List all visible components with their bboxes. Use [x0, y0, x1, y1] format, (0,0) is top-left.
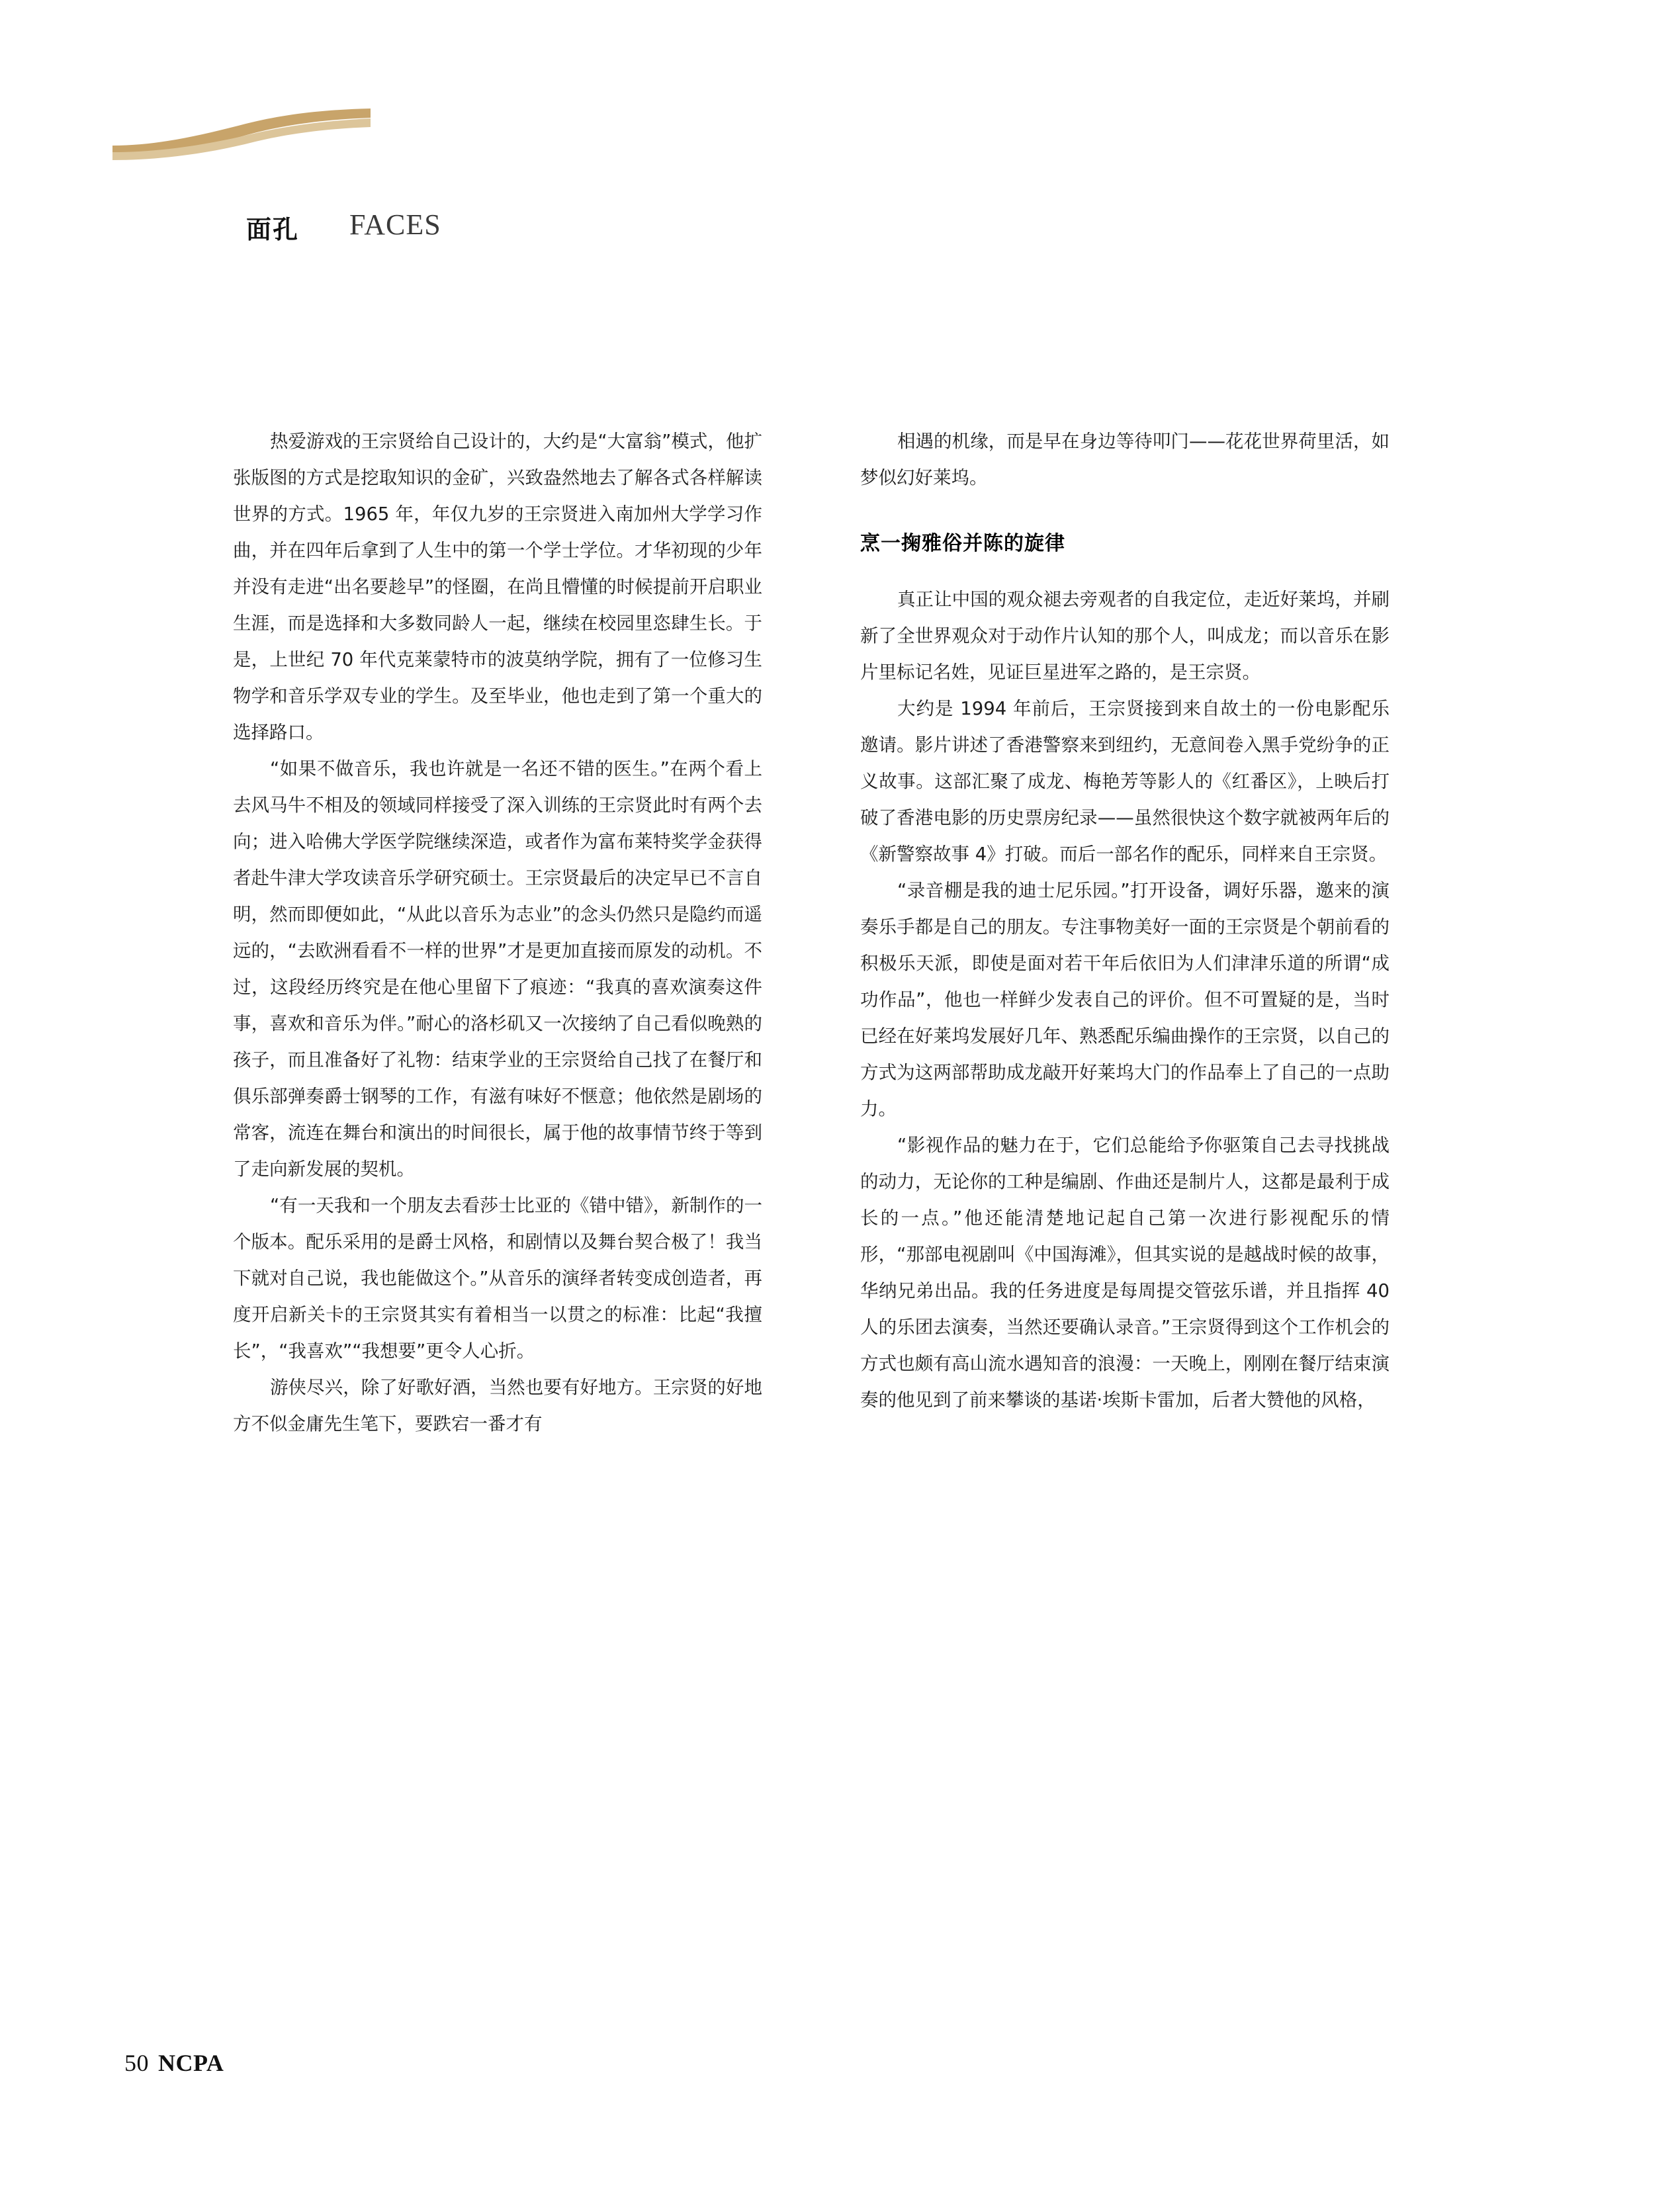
paragraph: “有一天我和一个朋友去看莎士比亚的《错中错》，新制作的一个版本。配乐采用的是爵士风格，和剧情以及舞台契合极了！我当下就对自己说，我也能做这个。”从音乐的演绎者转变成创造者，再度开启新关卡的王宗贤其实有着相当一以贯之的标准：比起“我擅长”，“我喜欢”“我想要”更令人心折。 — [233, 1195, 762, 1362]
paragraph: 真正让中国的观众褪去旁观者的自我定位，走近好莱坞，并刷新了全世界观众对于动作片认知的那个人，叫成龙；而以音乐在影片里标记名姓，见证巨星进军之路的，是王宗贤。 — [860, 589, 1390, 683]
paragraph: 相遇的机缘，而是早在身边等待叩门——花花世界荷里活，如梦似幻好莱坞。 — [860, 431, 1390, 488]
paragraph: “如果不做音乐，我也许就是一名还不错的医生。”在两个看上去风马牛不相及的领域同样接受了深入训练的王宗贤此时有两个去向；进入哈佛大学医学院继续深造，或者作为富布莱特奖学金获得者赴牛津大学攻读音乐学研究硕士。王宗贤最后的决定早已不言自明，然而即便如此，“从此以音乐为志业”的念头仍然只是隐约而遥远的，“去欧洲看看不一样的世界”才是更加直接而原发的动机。不过，这段经历终究是在他心里留下了痕迹：“我真的喜欢演奏这件事，喜欢和音乐为伴。”耐心的洛杉矶又一次接纳了自己看似晚熟的孩子，而且准备好了礼物：结束学业的王宗贤给自己找了在餐厅和俱乐部弹奏爵士钢琴的工作，有滋有味好不惬意；他依然是剧场的常客，流连在舞台和演出的时间很长，属于他的故事情节终于等到了走向新发展的契机。 — [233, 758, 762, 1180]
header-swoosh-graphic — [112, 109, 371, 160]
paragraph: “录音棚是我的迪士尼乐园。”打开设备，调好乐器，邀来的演奏乐手都是自己的朋友。专注事物美好一面的王宗贤是个朝前看的积极乐天派，即使是面对若干年后依旧为人们津津乐道的所谓“成功作品”，他也一样鲜少发表自己的评价。但不可置疑的是，当时已经在好莱坞发展好几年、熟悉配乐编曲操作的王宗贤，以自己的方式为这两部帮助成龙敲开好莱坞大门的作品奉上了自己的一点助力。 — [860, 880, 1390, 1119]
section-title-cn: 面孔 — [246, 215, 300, 244]
section-subheading: 烹一掬雅俗并陈的旋律 — [860, 532, 1065, 555]
publication-name: NCPA — [158, 2050, 224, 2076]
paragraph: “影视作品的魅力在于，它们总能给予你驱策自己去寻找挑战的动力，无论你的工种是编剧、作曲还是制片人，这都是最利于成长的一点。”他还能清楚地记起自己第一次进行影视配乐的情形，“那部电视剧叫《中国海滩》，但其实说的是越战时候的故事，华纳兄弟出品。我的任务进度是每周提交管弦乐谱，并且指挥 40 人的乐团去演奏，当然还要确认录音。”王宗贤得到这个工作机会的方式也颇有高山流水遇知音的浪漫：一天晚上，刚刚在餐厅结束演奏的他见到了前来攀谈的基诺·埃斯卡雷加，后者大赞他的风格， — [860, 1135, 1390, 1411]
column-right — [860, 423, 1390, 1419]
page-number: 50 — [124, 2050, 149, 2076]
section-title-en: FACES — [349, 208, 441, 241]
page-footer — [124, 2049, 224, 2077]
paragraph: 游侠尽兴，除了好歌好酒，当然也要有好地方。王宗贤的好地方不似金庸先生笔下，要跌宕一番才有 — [233, 1377, 762, 1434]
column-left — [233, 423, 762, 1442]
paragraph: 大约是 1994 年前后，王宗贤接到来自故土的一份电影配乐邀请。影片讲述了香港警察来到纽约，无意间卷入黑手党纷争的正义故事。这部汇聚了成龙、梅艳芳等影人的《红番区》，上映后打破了香港电影的历史票房纪录——虽然很快这个数字就被两年后的《新警察故事 4》打破。而后一部名作的配乐，同样来自王宗贤。 — [860, 698, 1390, 865]
paragraph: 热爱游戏的王宗贤给自己设计的，大约是“大富翁”模式，他扩张版图的方式是挖取知识的金矿，兴致盎然地去了解各式各样解读世界的方式。1965 年，年仅九岁的王宗贤进入南加州大学学习作曲，并在四年后拿到了人生中的第一个学士学位。才华初现的少年并没有走进“出名要趁早”的怪圈，在尚且懵懂的时候提前开启职业生涯，而是选择和大多数同龄人一起，继续在校园里恣肆生长。于是，上世纪 70 年代克莱蒙特市的波莫纳学院，拥有了一位修习生物学和音乐学双专业的学生。及至毕业，他也走到了第一个重大的选择路口。 — [233, 431, 762, 743]
page-header — [0, 99, 1680, 244]
